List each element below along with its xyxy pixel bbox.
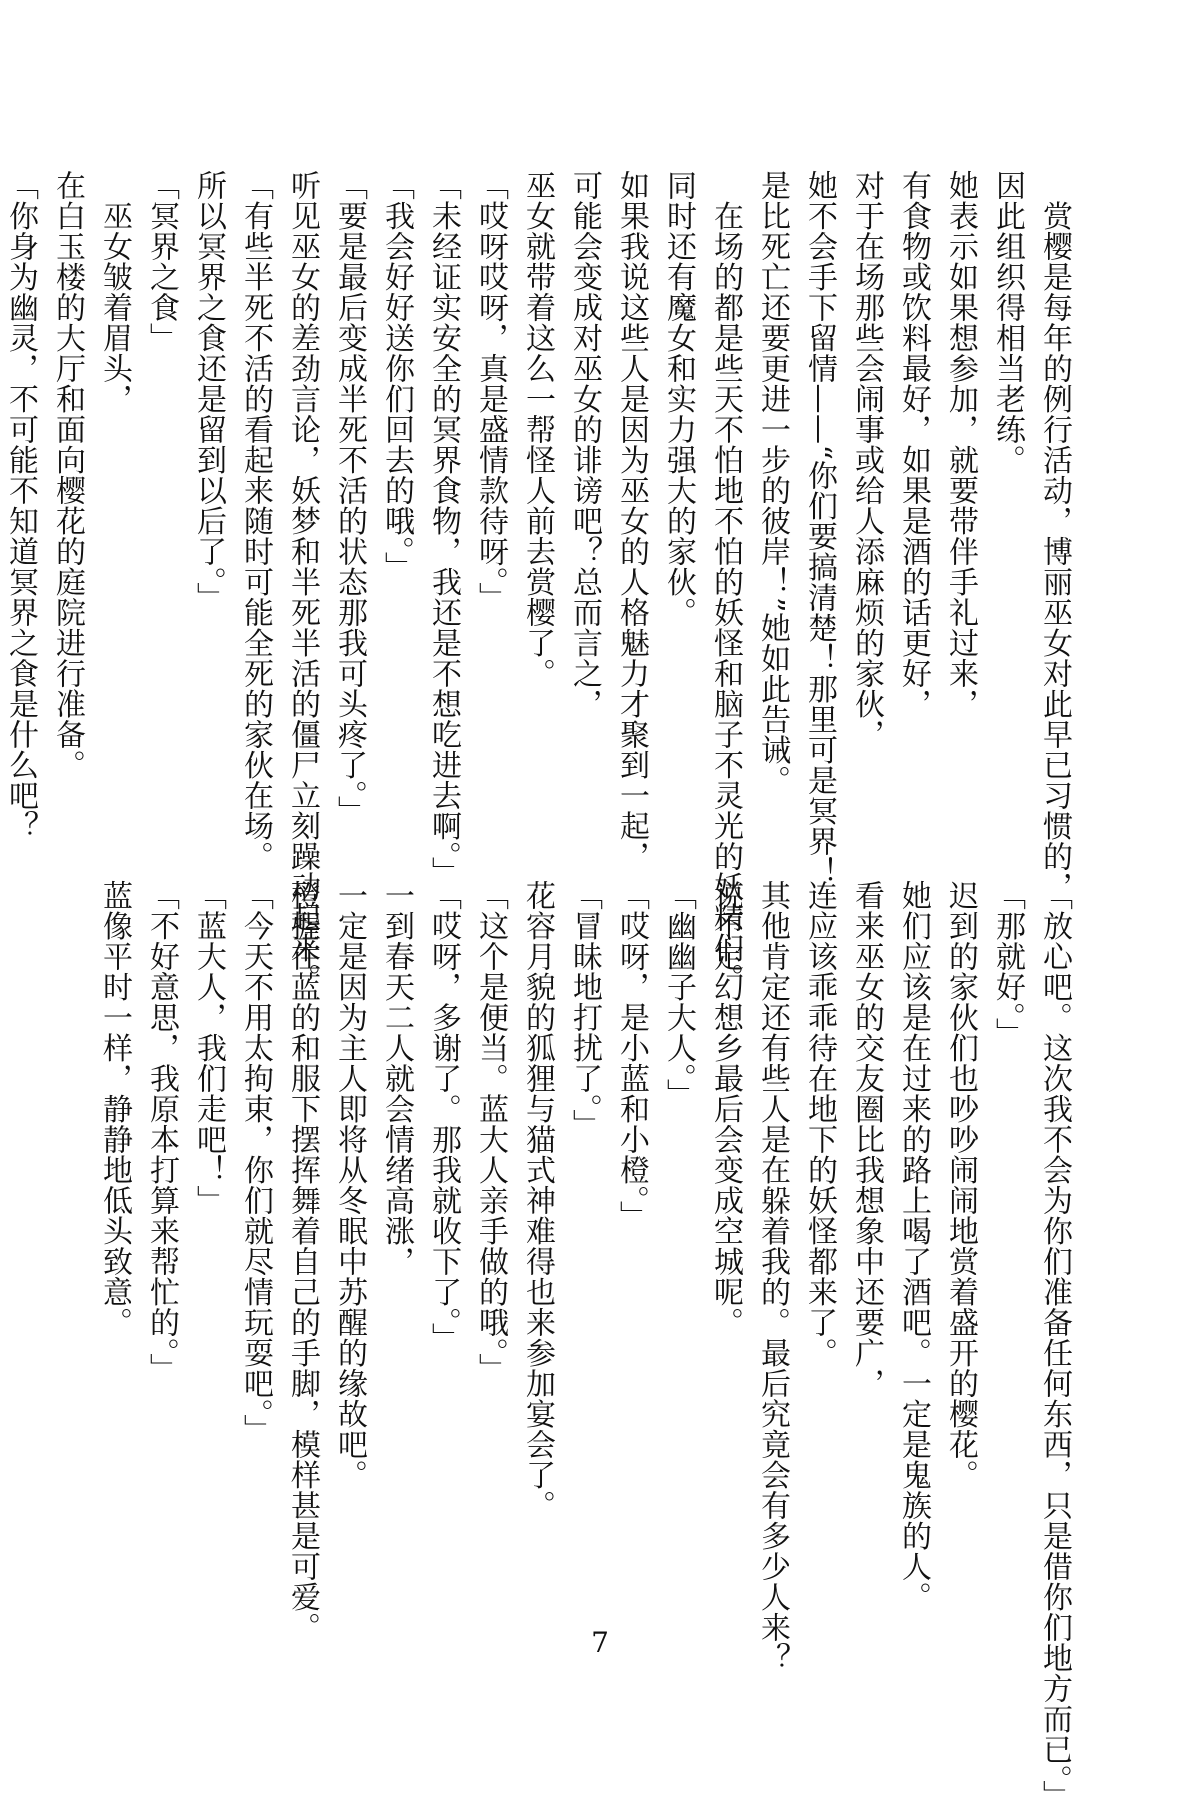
text-line: 「幽幽子大人。」 [661,880,696,1109]
text-line: 巫女就带着这么一帮怪人前去赏樱了。 [520,170,555,689]
text-line: 赏樱是每年的例行活动，博丽巫女对此早已习惯的， [1037,170,1072,902]
text-line: 迟到的家伙们也吵吵闹闹地赏着盛开的樱花。 [943,880,978,1490]
text-line: 「哎呀哎呀，真是盛情款待呀。」 [473,170,508,613]
text-line: 其他肯定还有些人是在躲着我的。最后究竟会有多少人来？ [755,880,790,1673]
text-line: 她不会手下留情——“你们要搞清楚！那里可是冥界！ [802,170,837,888]
text-line: 可能会变成对巫女的诽谤吧？总而言之， [567,170,602,719]
text-line: 有食物或饮料最好，如果是酒的话更好， [896,170,931,719]
text-line: 一定是因为主人即将从冬眠中苏醒的缘故吧。 [332,880,367,1490]
text-line: 是比死亡还要更进一步的彼岸！”她如此告诫。 [755,170,790,796]
text-line: 一到春天二人就会情绪高涨， [379,880,414,1277]
text-line: 巫女皱着眉头， [97,170,132,414]
text-line: 「你身为幽灵，不可能不知道冥界之食是什么吧？ [3,170,38,841]
text-line: 花容月貌的狐狸与猫式神难得也来参加宴会了。 [520,880,555,1521]
text-line: 「放心吧。这次我不会为你们准备任何东西，只是借你们地方而已。」 [1037,880,1072,1811]
text-line: 说不定幻想乡最后会变成空城呢。 [708,880,743,1338]
text-line: 所以冥界之食还是留到以后了。」 [191,170,226,613]
text-line: 「有些半死不活的看起来随时可能全死的家伙在场。 [238,170,273,872]
lower-text-block [97,880,1078,1811]
text-line: 「未经证实安全的冥界食物，我还是不想吃进去啊。」 [426,170,461,887]
text-line: 听见巫女的差劲言论，妖梦和半死半活的僵尸立刻躁动起来。 [285,170,320,994]
text-line: 在白玉楼的大厅和面向樱花的庭院进行准备。 [50,170,85,780]
page-number: 7 [591,1626,609,1659]
text-line: 「哎呀，多谢了。那我就收下了。」 [426,880,461,1353]
text-line: 她们应该是在过来的路上喝了酒吧。一定是鬼族的人。 [896,880,931,1612]
text-line: 「哎呀，是小蓝和小橙。」 [614,880,649,1231]
text-line: 如果我说这些人是因为巫女的人格魅力才聚到一起， [614,170,649,872]
text-line: 因此组织得相当老练。 [990,170,1025,475]
text-line: 蓝像平时一样，静静地低头致意。 [97,880,132,1338]
text-line: 「要是最后变成半死不活的状态那我可头疼了。」 [332,170,367,826]
text-line: 「蓝大人，我们走吧！」 [191,880,226,1216]
text-line: 「这个是便当。蓝大人亲手做的哦。」 [473,880,508,1384]
text-line: 「今天不用太拘束，你们就尽情玩耍吧。」 [238,880,273,1445]
text-line: 看来巫女的交友圈比我想象中还要广， [849,880,884,1399]
text-line: 「冥界之食」 [144,170,179,353]
text-line: 橙握住蓝的和服下摆挥舞着自己的手脚，模样甚是可爱。 [285,880,320,1643]
text-line: 「不好意思，我原本打算来帮忙的。」 [144,880,179,1384]
text-line: 「那就好。」 [990,880,1025,1048]
text-line: 在场的都是些天不怕地不怕的妖怪和脑子不灵光的妖精们。 [708,170,743,994]
text-line: 「我会好好送你们回去的哦。」 [379,170,414,582]
text-line: 同时还有魔女和实力强大的家伙。 [661,170,696,628]
text-line: 连应该乖乖待在地下的妖怪都来了。 [802,880,837,1368]
text-line: 她表示如果想参加，就要带伴手礼过来， [943,170,978,719]
text-line: 「冒昧地打扰了。」 [567,880,602,1140]
text-line: 对于在场那些会闹事或给人添麻烦的家伙， [849,170,884,750]
